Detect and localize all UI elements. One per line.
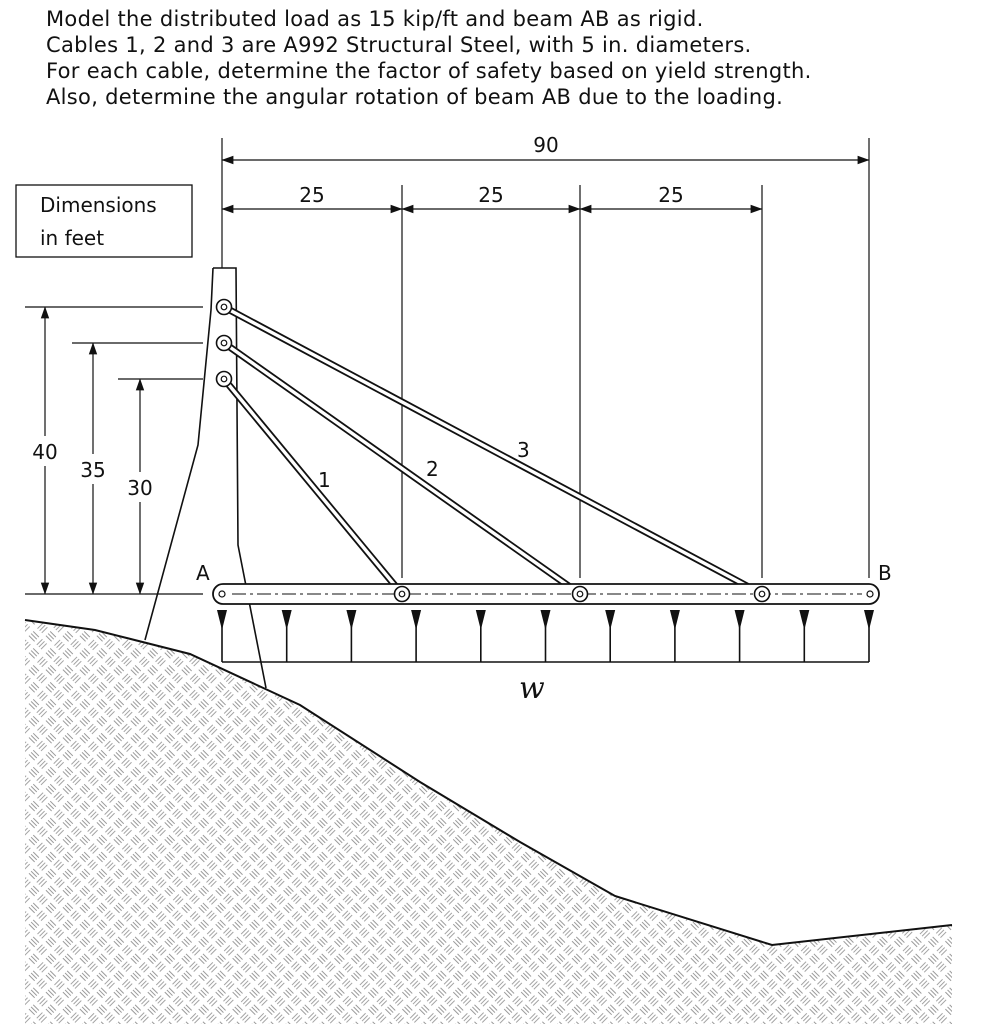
dim-height-30: 30 [127,476,153,500]
load-arrow-head [282,610,292,630]
upper-pins [217,300,232,387]
load-arrow-head [411,610,421,630]
label-point-a: A [196,561,210,585]
units-box [16,185,192,257]
label-point-b: B [878,561,892,585]
cable-1 [224,379,402,594]
problem-line-3: For each cable, determine the factor of safety based on yield strength. [46,59,812,83]
problem-line-4: Also, determine the angular rotation of beam AB due to the loading. [46,85,784,109]
units-line-1: Dimensions [40,193,157,217]
dim-spacing-3: 25 [658,183,684,207]
units-line-2: in feet [40,226,105,250]
problem-line-2: Cables 1, 2 and 3 are A992 Structural Steel, with 5 in. diameters. [46,33,752,57]
problem-line-1: Model the distributed load as 15 kip/ft and beam AB as rigid. [46,7,704,31]
load-arrow-head [217,610,227,630]
load-arrow-head [670,610,680,630]
label-cable-3: 3 [517,438,530,462]
dim-height-35: 35 [80,458,106,482]
load-arrow-head [605,610,615,630]
load-arrow-head [541,610,551,630]
dim-overall-span: 90 [533,133,559,157]
load-arrow-head [799,610,809,630]
label-cable-1: 1 [318,468,331,492]
load-arrow-head [735,610,745,630]
load-arrow-head [346,610,356,630]
cable-3 [224,307,762,594]
beam-ab [213,584,879,604]
cables [224,307,762,594]
dim-spacing-1: 25 [299,183,325,207]
load-arrow-head [864,610,874,630]
dim-height-40: 40 [32,440,58,464]
ground [25,620,952,1024]
label-load-w: w [519,671,545,706]
load-arrow-head [476,610,486,630]
distributed-load [217,610,874,662]
dim-spacing-2: 25 [478,183,504,207]
label-cable-2: 2 [426,457,439,481]
